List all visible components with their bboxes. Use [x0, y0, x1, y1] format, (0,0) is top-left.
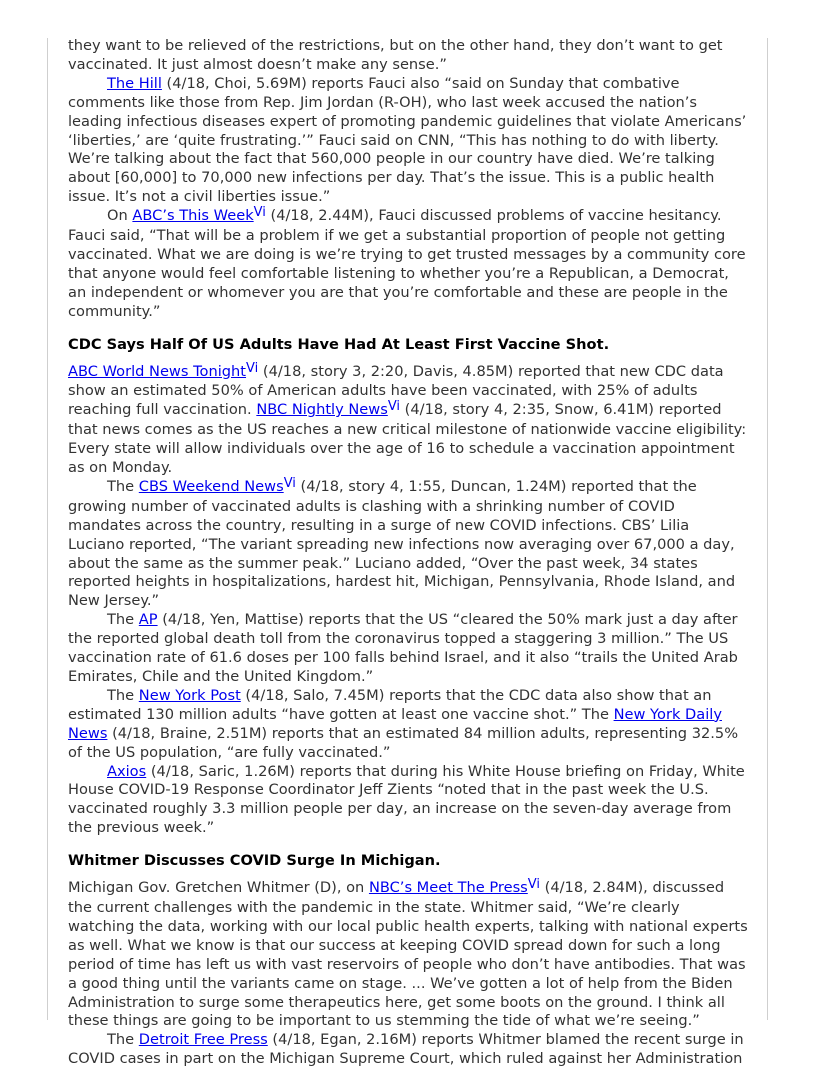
- link-abc-this-week[interactable]: ABC’s This Week: [132, 207, 254, 225]
- link-nbc-nightly-news[interactable]: NBC Nightly News: [256, 401, 388, 419]
- link-new-york-post[interactable]: New York Post: [138, 686, 241, 704]
- paragraph-new-york-post: The New York Post (4/18, Salo, 7.45M) reports that the CDC data also show that an estimated 130 million adults “have gotten at least one vaccine shot.” The New York Daily News (4/18, Braine, 2.51M) reports that an estimated 84 million adults, representing 32.5% of the US population, “are fully vaccinated.”: [68, 686, 739, 761]
- video-icon[interactable]: Vi: [527, 877, 541, 893]
- paragraph-ap: The AP (4/18, Yen, Mattise) reports that the US “cleared the 50% mark just a day after the reported global death toll from the coronavirus topped a staggering 3 million.” The US vaccination rate of 61.6 doses per 100 falls behind Israel, and it also “trails the United Arab Emirates, Chile and the United Kingdom.”: [68, 611, 738, 685]
- right-margin-rule: [767, 38, 768, 1020]
- paragraph-axios: Axios (4/18, Saric, 1.26M) reports that during his White House briefing on Friday, White House COVID-19 Response Coordinator Jeff Zients “noted that in the past week the U.S. vaccinated roughly 3.3 million people per day, an increase on the seven-day average from the previous week.”: [68, 762, 745, 837]
- paragraph-cbs-weekend-news: The CBS Weekend NewsVi (4/18, story 4, 1:55, Duncan, 1.24M) reported that the growing number of vaccinated adults is clashing with a shrinking number of COVID mandates across the country, resulting in a surge of new COVID infections. CBS’ Lilia Luciano reported, “The variant spreading new infections now averaging over 67,000 a day, about the same as the summer peak.” Luciano added, “Over the past week, 34 states reported heights in hospitalizations, hardest hit, Michigan, Pennsylvania, Rhode Island, and New Jersey.”: [68, 475, 736, 610]
- video-icon[interactable]: Vi: [283, 475, 296, 491]
- link-abc-world-news-tonight[interactable]: ABC World News Tonight: [68, 362, 247, 380]
- paragraph-the-hill: The Hill (4/18, Choi, 5.69M) reports Fauci also “said on Sunday that combative comments like those from Rep. Jim Jordan (R-OH), who last week accused the nation’s leading infectious diseases expert of promoting pandemic guidelines that violate Americans’ ‘liberties,’ are ‘quite frustrating.’” Fauci said on CNN, “This has nothing to do with liberty. We’re talking about the fact that 560,000 people in our country have died. We’re talking about [60,000] to 70,000 new infections per day. That’s the issue. This is a public health issue. It’s not a civil liberties issue.”: [68, 74, 747, 206]
- link-axios[interactable]: Axios: [107, 762, 147, 780]
- link-the-hill[interactable]: The Hill: [107, 74, 162, 92]
- link-nbc-meet-the-press[interactable]: NBC’s Meet The Press: [368, 879, 528, 897]
- link-new-york-daily-news[interactable]: New York Daily News: [68, 705, 722, 742]
- paragraph-fauci-quote-end: they want to be relieved of the restrictions, but on the other hand, they don’t want to get vaccinated. It just almost doesn’t make any sense.”: [68, 37, 723, 73]
- link-ap[interactable]: AP: [138, 611, 158, 629]
- headline-cdc-half-adults: CDC Says Half Of US Adults Have Had At Least First Vaccine Shot.: [68, 335, 610, 353]
- paragraph-abc-world-news: ABC World News TonightVi (4/18, story 3, 2:20, Davis, 4.85M) reported that new CDC data show an estimated 50% of American adults have been vaccinated, with 25% of adults reaching full vaccination. NBC Nightly NewsVi (4/18, story 4, 2:35, Snow, 6.41M) reported that news comes as the US reaches a new critical milestone of nationwide vaccine eligibility: Every state will allow individuals over the age of 16 to schedule a vaccination appointment as on Monday.: [68, 360, 747, 477]
- paragraph-detroit-free-press: The Detroit Free Press (4/18, Egan, 2.16M) reports Whitmer blamed the recent surge in COVID cases in part on the Michigan Supreme Court, which ruled against her Administration: [68, 1031, 744, 1068]
- video-icon[interactable]: Vi: [246, 360, 259, 376]
- document-body: [68, 37, 750, 1069]
- paragraph-abc-this-week: On ABC’s This WeekVi (4/18, 2.44M), Fauci discussed problems of vaccine hesitancy. Fauci said, “That will be a problem if we get a substantial proportion of people not getting vaccinated. What we are doing is we’re trying to get trusted messages by a community core that anyone would feel comfortable listening to whether you’re a Republican, a Democrat, an independent or whomever you are that you’re comfortable and these are people in the community.”: [68, 205, 746, 320]
- video-icon[interactable]: Vi: [387, 399, 401, 415]
- headline-whitmer-covid-surge: Whitmer Discusses COVID Surge In Michigan.: [68, 852, 441, 870]
- link-cbs-weekend-news[interactable]: CBS Weekend News: [138, 477, 284, 495]
- link-detroit-free-press[interactable]: Detroit Free Press: [138, 1031, 268, 1049]
- video-icon[interactable]: Vi: [253, 205, 266, 221]
- left-margin-rule: [47, 38, 48, 1020]
- paragraph-meet-the-press: Michigan Gov. Gretchen Whitmer (D), on NBC’s Meet The PressVi (4/18, 2.84M), discussed the current challenges with the pandemic in the state. Whitmer said, “We’re clearly watching the data, working with our local public health experts, talking with national experts as well. What we know is that our success at keeping COVID spread down for such a long period of time has left us with vast reservoirs of people who don’t have antibodies. That was a good thing until the variants came on stage. ... We’ve gotten a lot of help from the Biden Administration to surge some therapeutics here, get some boots on the ground. I think all these things are going to be important to us stemming the tide of what we’re seeing.”: [68, 877, 748, 1030]
